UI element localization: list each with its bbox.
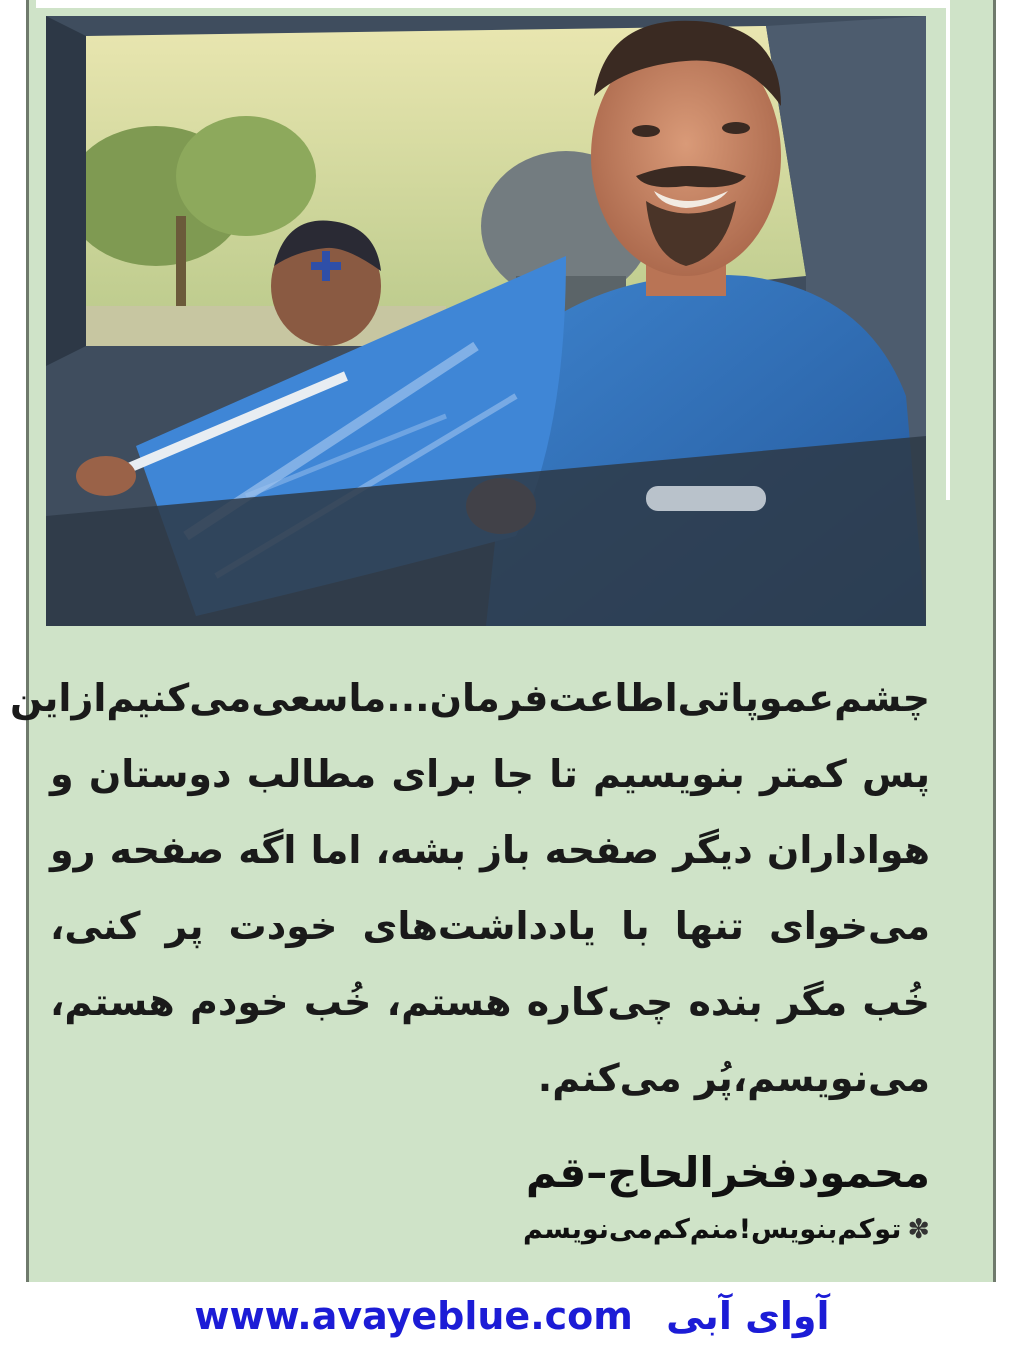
author-signature: محمودفخرالحاج–قم [525, 1148, 930, 1197]
reply-marker: ✽ [907, 1214, 930, 1245]
top-divider [36, 0, 948, 8]
footer-watermark [0, 1290, 1024, 1342]
article-body: چشم‌عموپاتی‌اطاعت‌فرمان...ماسعی‌می‌کنیم‌ازاین پس کمتر بنویسیم تا جا برای مطالب دوستان و هواداران دیگر صفحه باز بشه، اما اگه صفحه رو می‌خوای تنها با یادداشت‌های خودت پر کنی، خُب مگر بنده چی‌کاره هستم، خُب خودم هستم، می‌نویسم،پُر می‌کنم. [9, 676, 930, 1100]
column-rule [946, 0, 950, 500]
footer-url[interactable]: www.avayeblue.com [194, 1294, 633, 1338]
footer-brand: آوای آبی [666, 1294, 830, 1338]
article-photo [46, 16, 926, 626]
reply-text: توکم‌بنویس!منم‌کم‌می‌نویسم [523, 1214, 902, 1245]
editor-reply [50, 1210, 930, 1250]
